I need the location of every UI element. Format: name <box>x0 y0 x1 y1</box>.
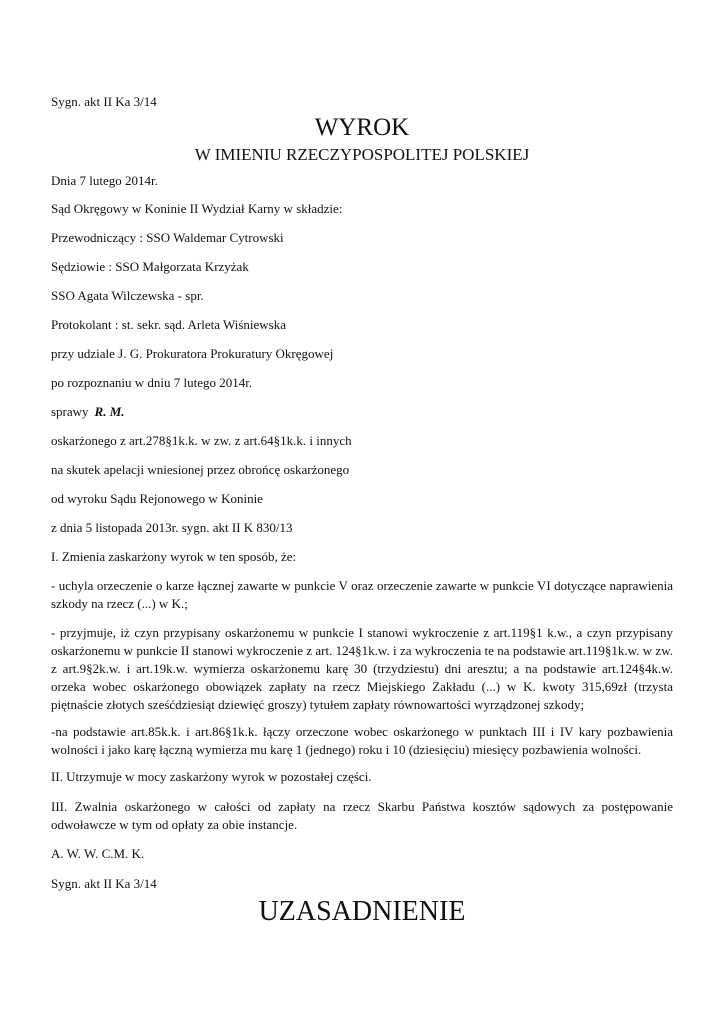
judge-initials: A. W. W. C.M. K. <box>51 846 145 861</box>
ruling-point-1a: - uchyla orzeczenie o karze łącznej zawarte w punkcie V oraz orzeczenie zawarte w punkcie VI dotyczące naprawienia szkody na rzecz (...) w K.; <box>51 578 673 611</box>
lower-court-line: od wyroku Sądu Rejonowego w Koninie <box>51 491 263 506</box>
justification-title: UZASADNIENIE <box>258 896 466 927</box>
ruling-point-2: II. Utrzymuje w mocy zaskarżony wyrok w pozostałej części. <box>51 769 372 784</box>
rapporteur-judge: SSO Agata Wilczewska - spr. <box>51 288 204 303</box>
judgment-title: WYROK <box>314 114 410 141</box>
case-signature-top: Sygn. akt II Ka 3/14 <box>51 94 157 109</box>
lower-judgment-date: z dnia 5 listopada 2013r. sygn. akt II K 830/13 <box>51 520 293 535</box>
appeal-line: na skutek apelacji wniesionej przez obrońcę oskarżonego <box>51 462 350 477</box>
document-page <box>51 0 673 1024</box>
judgment-subtitle: W IMIENIU RZECZYPOSPOLITEJ POLSKIEJ <box>194 145 530 164</box>
defendant-name: R. M. <box>94 404 125 419</box>
ruling-point-1: I. Zmienia zaskarżony wyrok w ten sposób, że: <box>51 549 297 564</box>
ruling-point-1b: - przyjmuje, iż czyn przypisany oskarżonemu w punkcie I stanowi wykroczenie z art.119§1 k.w., a czyn przypisany oskarżonemu w punkcie II stanowi wykroczenie z art. 124§1k.w. i za wykroczenia te na podstawie art.119§1k.w. w zw. z art.9§2k.w. i art.19k.w. wymierza oskarżonemu karę 30 (trzydziestu) dni aresztu; a na podstawie art.124§4k.w. orzeka wobec oskarżonego obowiązek zapłaty na rzecz Miejskiego Zakładu (...) w K. kwoty 315,69zł (trzysta piętnaście złotych sześćdziesiąt dziewięć groszy) tytułem zapłaty równowartości wyrządzonej szkody; <box>51 625 673 712</box>
judges-line: Sędziowie : SSO Małgorzata Krzyżak <box>51 259 249 274</box>
court-clerk: Protokolant : st. sekr. sąd. Arleta Wiśniewska <box>51 317 287 332</box>
ruling-point-1c: -na podstawie art.85k.k. i art.86§1k.k. łączy orzeczone wobec oskarżonego w punktach III i IV kary pozbawienia wolności i jako karę łączną wymierza mu karę 1 (jednego) roku i 10 (dziesięciu) miesięcy pozbawienia wolności. <box>51 724 673 757</box>
court-composition: Sąd Okręgowy w Koninie II Wydział Karny w składzie: <box>51 201 343 216</box>
case-prefix: sprawy <box>51 404 89 419</box>
prosecutor-line: przy udziale J. G. Prokuratora Prokuratury Okręgowej <box>51 346 334 361</box>
hearing-date: po rozpoznaniu w dniu 7 lutego 2014r. <box>51 375 253 390</box>
charges-line: oskarżonego z art.278§1k.k. w zw. z art.64§1k.k. i innych <box>51 433 352 448</box>
case-signature-bottom: Sygn. akt II Ka 3/14 <box>51 876 157 891</box>
presiding-judge: Przewodniczący : SSO Waldemar Cytrowski <box>51 230 284 245</box>
case-line <box>51 403 125 421</box>
judgment-date: Dnia 7 lutego 2014r. <box>51 173 158 188</box>
ruling-point-3: III. Zwalnia oskarżonego w całości od zapłaty na rzecz Skarbu Państwa kosztów sądowych za postępowanie odwoławcze w tym od opłaty za obie instancje. <box>51 799 673 832</box>
